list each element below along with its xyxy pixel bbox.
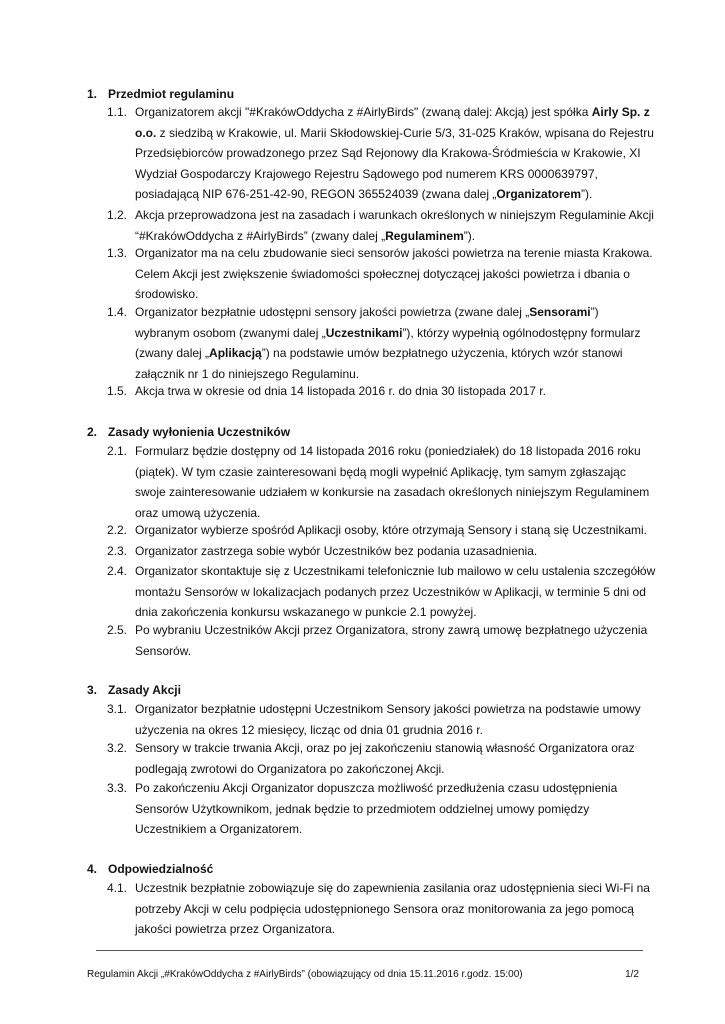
text-line xyxy=(135,323,647,344)
section-title: Zasady wyłonienia Uczestników xyxy=(108,425,291,439)
text-line xyxy=(135,799,647,820)
text-line xyxy=(135,620,647,641)
text-run: Przedsiębiorców prowadzonego przez Sąd Rejonowy dla Krakowa-Śródmieścia w Krakowie, XI xyxy=(135,146,641,161)
text-run: Sensorów Użytkownikom, jednak będzie to przedmiotem oddzielnej umowy pomiędzy xyxy=(135,801,590,816)
clause xyxy=(107,620,647,661)
clause-text xyxy=(135,441,650,523)
section-title: Odpowiedzialność xyxy=(108,862,214,876)
text-run: Po zakończeniu Akcji Organizator dopuszcza możliwość przedłużenia czasu udostępnienia xyxy=(135,781,618,795)
clause xyxy=(107,102,654,205)
text-line xyxy=(135,184,647,205)
clause xyxy=(107,302,647,384)
text-line xyxy=(135,778,647,799)
text-run: dnia zakończenia konkursu wskazanego w punkcie 2.1 powyżej. xyxy=(135,605,477,620)
section-number: 4. xyxy=(87,862,98,876)
clause-number: 3.2. xyxy=(107,741,128,755)
text-line xyxy=(135,441,647,462)
clause-text xyxy=(135,738,647,779)
clause-text xyxy=(135,541,647,562)
text-line xyxy=(135,919,647,940)
clause-text xyxy=(135,561,656,623)
text-run: Uczestnik bezpłatnie zobowiązuje się do zapewnienia zasilania oraz udostępnienia sieci Wi-Fi na xyxy=(135,881,650,895)
text-run: Formularz będzie dostępny od 14 listopada 2016 roku (poniedziałek) do 18 listopada 2016 roku xyxy=(135,444,641,458)
text-line xyxy=(135,582,647,603)
text-run: potrzeby Akcji w celu podpięcia udostępnionego Sensora oraz monitorowania za jego pomocą xyxy=(135,901,634,916)
clause-text xyxy=(135,102,654,205)
text-line xyxy=(135,759,647,780)
clause-number: 4.1. xyxy=(107,881,128,895)
text-run: Organizator bezpłatnie udostępni sensory jakości powietrza (zwane dalej „ xyxy=(135,305,530,319)
text-line xyxy=(135,641,647,662)
clause-number: 1.1. xyxy=(107,105,128,119)
clause-number: 2.5. xyxy=(107,623,128,637)
text-run: Akcja trwa w okresie od dnia 14 listopada 2016 r. do dnia 30 listopada 2017 r. xyxy=(135,384,546,398)
clause xyxy=(107,561,656,623)
text-line xyxy=(135,738,647,759)
clause-text xyxy=(135,520,647,541)
text-line xyxy=(135,164,647,185)
section-heading xyxy=(87,424,290,440)
text-run: ”). xyxy=(463,228,476,243)
defined-term: Aplikacją xyxy=(209,346,262,361)
text-run: Wydział Gospodarczy Krajowego Rejestru Sądowego pod numerem KRS 0000639797, xyxy=(135,166,598,181)
text-run: (piątek). W tym czasie zainteresowani będą mogli wypełnić Aplikację, tym samym zgłaszając xyxy=(135,464,626,479)
text-run: swoje zainteresowanie udziałem w konkursie na zasadach określonych niniejszym Regulaminem xyxy=(135,485,650,500)
clause-text xyxy=(135,620,647,661)
clause-text xyxy=(135,878,650,940)
clause xyxy=(107,381,647,402)
text-run: użyczenia na okres 12 miesięcy, licząc od dnia 01 grudnia 2016 r. xyxy=(135,722,483,737)
text-run: wybranym osobom (zwanymi dalej „ xyxy=(135,325,326,340)
text-run: Organizator zastrzega sobie wybór Uczestników bez podania uzasadnienia. xyxy=(135,544,538,558)
text-run: Po wybraniu Uczestników Akcji przez Organizatora, strony zawrą umowę bezpłatnego użyczenia xyxy=(135,623,648,637)
text-run: ”) xyxy=(590,305,599,319)
text-line xyxy=(135,264,647,285)
defined-term: Regulaminem xyxy=(385,228,464,243)
section-heading xyxy=(87,86,234,102)
clause-number: 2.3. xyxy=(107,544,128,558)
clause-number: 3.1. xyxy=(107,702,128,716)
text-run: Uczestnikiem a Organizatorem. xyxy=(135,822,303,837)
clause xyxy=(107,738,647,779)
clause xyxy=(107,699,647,740)
text-run: ”), którzy wypełnią ogólnodostępny formularz xyxy=(402,325,641,340)
text-run: Organizatorem akcji "#KrakówOddycha z #AirlyBirds" (zwaną dalej: Akcją) jest spółka xyxy=(135,105,592,119)
text-line xyxy=(135,878,650,899)
text-run: Sensory w trakcie trwania Akcji, oraz po jej zakończeniu stanowią własność Organizatora oraz xyxy=(135,741,635,755)
clause-number: 3.3. xyxy=(107,781,128,795)
clause-text xyxy=(135,205,654,246)
defined-term: Uczestnikami xyxy=(325,325,403,340)
text-run: Sensorów. xyxy=(135,643,192,658)
text-line xyxy=(135,205,654,226)
clause-number: 1.3. xyxy=(107,246,128,260)
text-line xyxy=(135,302,647,323)
text-run: jakości powietrza przez Organizatora. xyxy=(135,922,336,937)
footer-divider xyxy=(96,950,643,951)
section-title: Zasady Akcji xyxy=(108,683,181,697)
clause xyxy=(107,541,647,562)
clause xyxy=(107,441,650,523)
text-line xyxy=(135,482,650,503)
text-run: Organizator bezpłatnie udostępni Uczestnikom Sensory jakości powietrza na podstawie umowy xyxy=(135,702,641,716)
section-number: 3. xyxy=(87,683,98,697)
clause xyxy=(107,205,654,246)
clause-text xyxy=(135,302,647,384)
clause-number: 2.2. xyxy=(107,523,128,537)
text-line xyxy=(135,699,647,720)
text-line xyxy=(135,561,656,582)
section-number: 2. xyxy=(87,425,98,439)
text-run: oraz umową użyczenia. xyxy=(135,505,261,520)
section-number: 1. xyxy=(87,87,98,101)
text-line xyxy=(135,343,647,364)
text-line xyxy=(135,520,647,541)
clause-number: 1.5. xyxy=(107,384,128,398)
footer-title: Regulamin Akcji „#KrakówOddycha z #AirlyBirds” (obowiązujący od dnia 15.11.2016 r.godz. 15:00) xyxy=(87,969,523,980)
text-run: podlegają zwrotowi do Organizatora po zakończonej Akcji. xyxy=(135,761,445,776)
text-line xyxy=(135,123,654,144)
defined-term: Sensorami xyxy=(529,305,591,319)
clause xyxy=(107,878,650,940)
text-run: z siedzibą w Krakowie, ul. Marii Skłodowskiej-Curie 5/3, 31-025 Kraków, wpisana do Rejestru xyxy=(156,125,654,140)
text-run: Organizator ma na celu zbudowanie sieci sensorów jakości powietrza na terenie miasta Krakowa. xyxy=(135,246,653,260)
clause-text xyxy=(135,381,647,402)
section-heading xyxy=(87,682,181,698)
text-run: Organizator wybierze spośród Aplikacji osoby, które otrzymają Sensory i staną się Uczestnikami. xyxy=(135,523,647,537)
text-line xyxy=(135,541,647,562)
text-run: załącznik nr 1 do niniejszego Regulaminu. xyxy=(135,366,360,381)
text-run: “#KrakówOddycha z #AirlyBirds” (zwany dalej „ xyxy=(135,228,386,243)
text-line xyxy=(135,462,647,483)
clause-number: 2.1. xyxy=(107,444,128,458)
text-run: (zwany dalej „ xyxy=(135,346,210,361)
clause-text xyxy=(135,243,653,305)
defined-term: Organizatorem xyxy=(496,187,582,202)
clause-text xyxy=(135,778,647,840)
section-title: Przedmiot regulaminu xyxy=(108,87,235,101)
section-heading xyxy=(87,861,213,877)
text-run: Organizator skontaktuje się z Uczestnikami telefonicznie lub mailowo w celu ustalenia szczegółów xyxy=(135,564,656,578)
defined-term: Airly Sp. z xyxy=(591,105,650,119)
text-line xyxy=(135,819,647,840)
clause-number: 1.4. xyxy=(107,305,128,319)
text-run: Akcja przeprowadzona jest na zasadach i warunkach określonych w niniejszym Regulaminie Akcji xyxy=(135,208,654,222)
text-run: środowisko. xyxy=(135,287,199,302)
clause-number: 1.2. xyxy=(107,208,128,222)
page-footer xyxy=(87,969,639,980)
text-run: ”) na podstawie umów bezpłatnego użyczenia, których wzór stanowi xyxy=(261,346,623,361)
clause xyxy=(107,243,653,305)
text-run: Celem Akcji jest zwiększenie świadomości społecznej dotyczącej jakości powietrza i dbania o xyxy=(135,266,630,281)
page-number: 1/2 xyxy=(625,969,639,980)
text-line xyxy=(135,899,647,920)
defined-term: o.o. xyxy=(135,125,157,140)
text-run: montażu Sensorów w lokalizacjach podanych przez Uczestników w Aplikacji, w terminie 5 dni od xyxy=(135,584,646,599)
text-run: ”). xyxy=(581,187,593,202)
clause-number: 2.4. xyxy=(107,564,128,578)
text-run: posiadającą NIP 676-251-42-90, REGON 365524039 (zwana dalej „ xyxy=(135,187,497,202)
text-line xyxy=(135,243,653,264)
clause xyxy=(107,520,647,541)
text-line xyxy=(135,102,650,123)
text-line xyxy=(135,143,647,164)
clause-text xyxy=(135,699,647,740)
clause xyxy=(107,778,647,840)
text-line xyxy=(135,381,647,402)
